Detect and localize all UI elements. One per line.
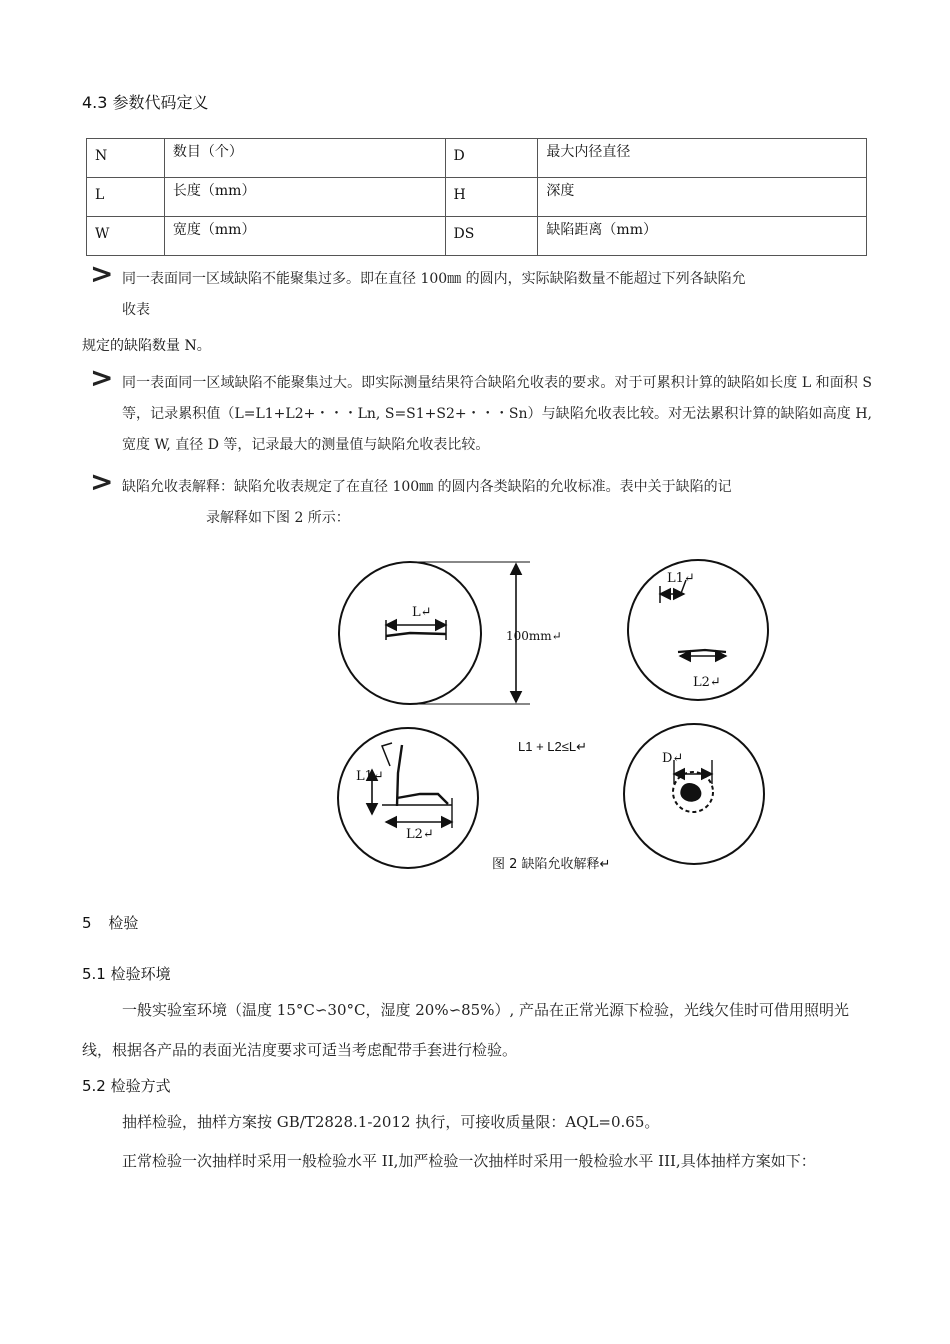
- defect-blob: [681, 784, 701, 802]
- section-title: 检验: [108, 914, 139, 932]
- table-row: [87, 178, 867, 217]
- table-cell: N: [87, 139, 165, 178]
- table-cell: L: [87, 178, 165, 217]
- defect-line: [386, 633, 446, 636]
- bullet-defect-size: [82, 361, 872, 461]
- arrow-bullet-icon: >: [90, 465, 114, 498]
- bullet-defect-count: [82, 257, 872, 326]
- section-5-2-heading: 5.2 检验方式: [82, 1077, 171, 1095]
- bullet-text: 同一表面同一区域缺陷不能聚集过大。即实际测量结果符合缺陷允收表的要求。对于可累积计算的缺陷如长度 L 和面积 S 等，记录累积值（L=L1+L2+・・・Ln, S=S1+S2+・・・Sn）与缺陷允收表比较。对无法累积计算的缺陷如高度 H, 宽度 W, 直径 D 等，记录最大的测量值与缺陷允收表比较。: [122, 375, 872, 453]
- label-100mm: 100mm↵: [506, 629, 562, 643]
- section-number: 5: [82, 914, 92, 932]
- label-L1-bottom: L1↵: [356, 769, 384, 784]
- table-cell: 长度（mm）: [164, 178, 445, 217]
- section-5-1-heading: 5.1 检验环境: [82, 965, 171, 983]
- section-5-heading: [82, 912, 138, 933]
- table-cell: 缺陷距离（mm）: [538, 217, 867, 256]
- table-cell: D: [445, 139, 538, 178]
- section-4-3-heading: 4.3 参数代码定义: [82, 93, 209, 112]
- bullet-text: 同一表面同一区域缺陷不能聚集过多。即在直径 100㎜ 的圆内，实际缺陷数量不能超过下列各缺陷允: [122, 271, 746, 287]
- table-cell: 数目（个）: [164, 139, 445, 178]
- bullet-text: 收表: [122, 302, 150, 318]
- figure-caption: 图 2 缺陷允收解释↵: [492, 857, 611, 872]
- sampling-paragraph: 抽样检验，抽样方案按 GB/T2828.1-2012 执行，可接收质量限：AQL=0.65。: [122, 1113, 660, 1131]
- arrow-bullet-icon: >: [90, 257, 114, 290]
- defect-explanation-figure: [320, 548, 780, 878]
- table-cell: 最大内径直径: [538, 139, 867, 178]
- label-formula: L1 + L2≤L↵: [518, 739, 587, 754]
- label-L2-top: L2↵: [693, 675, 721, 690]
- label-L: L↵: [412, 605, 432, 620]
- table-cell: 深度: [538, 178, 867, 217]
- table-cell: H: [445, 178, 538, 217]
- label-L1-top: L1↵: [667, 571, 695, 586]
- parameter-code-table: [86, 138, 867, 256]
- table-cell: 宽度（mm）: [164, 217, 445, 256]
- table-cell: W: [87, 217, 165, 256]
- table-cell: DS: [445, 217, 538, 256]
- bullet-continuation: 规定的缺陷数量 N。: [82, 338, 211, 354]
- label-D: D↵: [662, 751, 684, 766]
- label-L2-bottom: L2↵: [406, 827, 434, 842]
- bullet-acceptance-table-explanation: [82, 465, 872, 534]
- circle-bottom-left: [338, 728, 478, 868]
- arrow-bullet-icon: >: [90, 361, 114, 394]
- environment-paragraph: 一般实验室环境（温度 15°C∽30°C，湿度 20%∽85%）, 产品在正常光源下检验，光线欠佳时可借用照明光线，根据各产品的表面光洁度要求可适当考虑配带手套进行检验。: [82, 1001, 850, 1059]
- bullet-text: 缺陷允收表解释：缺陷允收表规定了在直径 100㎜ 的圆内各类缺陷的允收标准。表中关于缺陷的记: [122, 479, 732, 495]
- table-row: [87, 217, 867, 256]
- table-row: [87, 139, 867, 178]
- inspection-level-paragraph: 正常检验一次抽样时采用一般检验水平 II,加严检验一次抽样时采用一般检验水平 III,具体抽样方案如下：: [122, 1152, 816, 1170]
- bullet-text: 录解释如下图 2 所示：: [206, 510, 350, 526]
